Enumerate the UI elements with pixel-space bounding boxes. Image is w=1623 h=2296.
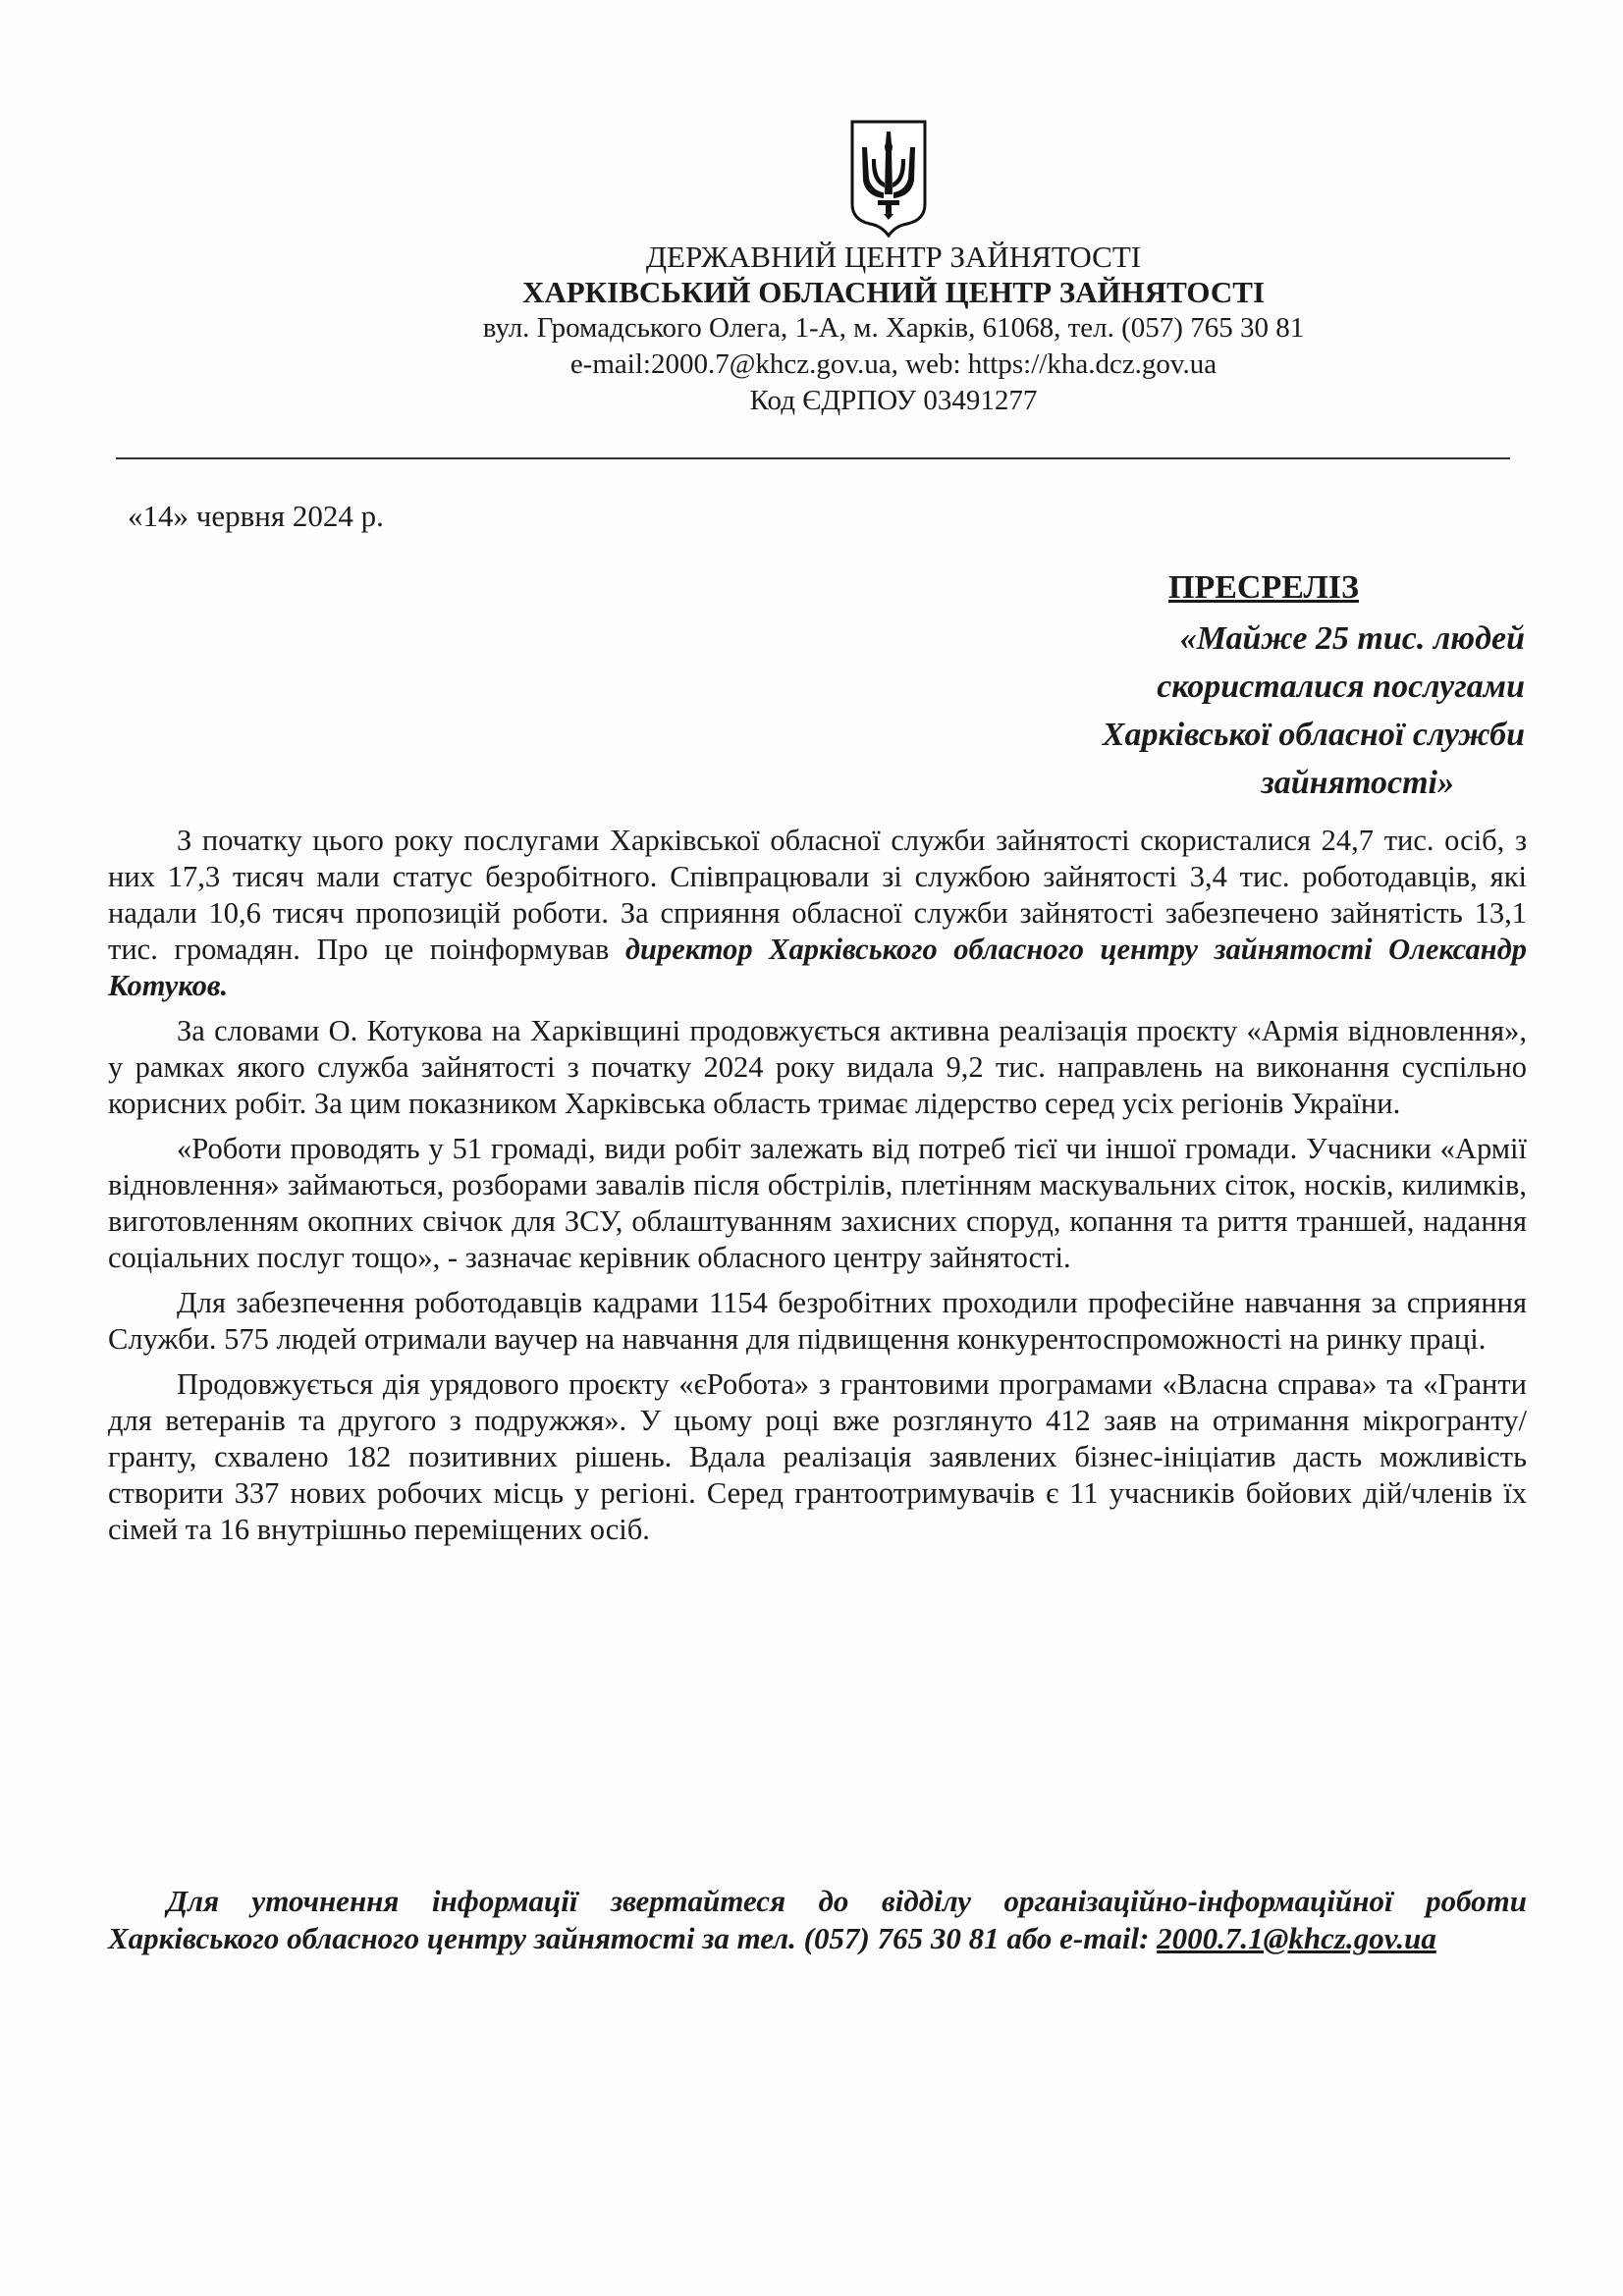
contact-paragraph [108, 1883, 1527, 1957]
paragraph-text: З початку цього року послугами Харківської обласної служби зайнятості скористалися 24,7 тис. осіб, з них 17,3 тисяч мали статус безробітного. Співпрацювали зі службою зайнятості 3,4 тис. роботодавців, які надали 10,6 тисяч пропозицій роботи. За сприяння обласної служби зайнятості забезпечено зайнятість 13,1 тис. громадян. Про це поінформував [108, 824, 1527, 966]
title-line: зайнятості» [1261, 765, 1454, 801]
organization-address: вул. Громадського Олега, 1-А, м. Харків, 61068, тел. (057) 765 30 81 [482, 312, 1305, 344]
agency-name: ДЕРЖАВНИЙ ЦЕНТР ЗАЙНЯТОСТІ [645, 240, 1142, 274]
press-release-body [108, 823, 1527, 1557]
body-paragraph: Продовжується дія урядового проєкту «єРобота» з грантовими програмами «Власна справа» та «Гранти для ветеранів та другого з подружжя». У цьому році вже розглянуто 412 заяв на отримання мікрогранту/гранту, схвалено 182 позитивних рішень. Вдала реалізація заявлених бізнес-ініціатив дасть можливість створити 337 нових робочих місць у регіоні. Серед грантоотримувачів є 11 учасників бойових дій/членів їх сімей та 16 внутрішньо переміщених осіб. [108, 1367, 1527, 1546]
director-name: директор Харківського обласного центру зайнятості Олександр Котуков [108, 933, 1527, 1002]
press-release-label: ПРЕСРЕЛІЗ [1168, 569, 1359, 606]
header-divider [116, 457, 1510, 459]
contact-email-link[interactable]: 2000.7.1@khcz.gov.ua [1157, 1921, 1436, 1955]
title-line: Харківської обласної служби [1102, 717, 1525, 753]
organization-name: ХАРКІВСЬКИЙ ОБЛАСНИЙ ЦЕНТР ЗАЙНЯТОСТІ [521, 275, 1266, 309]
document-date: «14» червня 2024 р. [128, 499, 384, 533]
body-paragraph [108, 823, 1527, 1004]
body-paragraph: За словами О. Котукова на Харківщині продовжується активна реалізація проєкту «Армія відновлення», у рамках якого служба зайнятості з початку 2024 року видала 9,2 тис. направлень на виконання суспільно корисних робіт. За цим показником Харківська область тримає лідерство серед усіх регіонів України. [108, 1014, 1527, 1120]
organization-code: Код ЄДРПОУ 03491277 [749, 385, 1038, 416]
trident-emblem-icon [848, 118, 929, 238]
body-paragraph: «Роботи проводять у 51 громаді, види робіт залежать від потреб тієї чи іншої громади. Учасники «Армії відновлення» займаються, розборами завалів після обстрілів, плетінням маскувальних сіток, носків, килимків, виготовленням окопних свічок для ЗСУ, облаштуванням захисних споруд, копання та риття траншей, надання соціальних послуг тощо», - зазначає керівник обласного центру зайнятості. [108, 1132, 1527, 1274]
contact-text: Для уточнення інформації звертайтеся до відділу організаційно-інформаційної роботи Харківського обласного центру зайнятості за тел. (057) 765 30 81 або e-mail: [108, 1884, 1527, 1955]
organization-contacts: e-mail:2000.7@khcz.gov.ua, web: https://kha.dcz.gov.ua [569, 348, 1217, 380]
title-line: «Майже 25 тис. людей [1179, 620, 1525, 657]
title-line: скористалися послугами [1157, 668, 1525, 705]
contact-note [108, 1883, 1527, 1957]
press-release-title [975, 614, 1525, 807]
body-paragraph: Для забезпечення роботодавців кадрами 1154 безробітних проходили професійне навчання за сприяння Служби. 575 людей отримали ваучер на навчання для підвищення конкурентоспроможності на ринку праці. [108, 1286, 1527, 1356]
paragraph-end: . [220, 969, 229, 1002]
